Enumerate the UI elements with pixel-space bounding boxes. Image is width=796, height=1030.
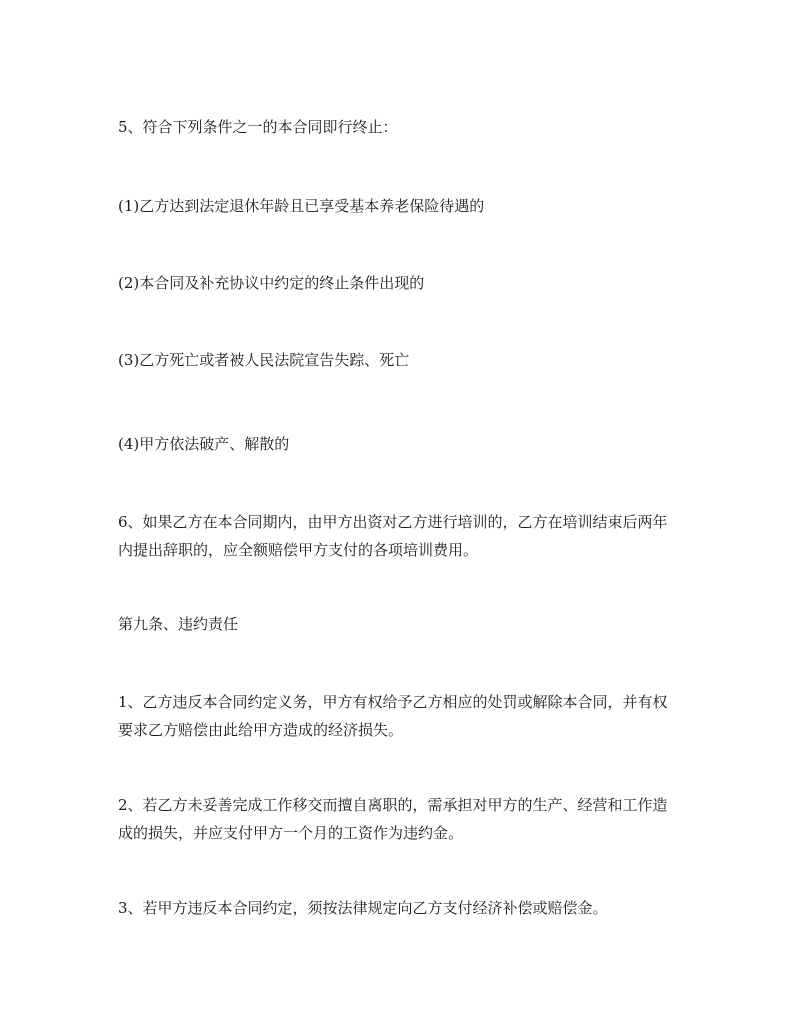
breach-clause-3: 3、若甲方违反本合同约定，须按法律规定向乙方支付经济补偿或赔偿金。 [118, 899, 608, 917]
termination-item-3: (3)乙方死亡或者被人民法院宣告失踪、死亡 [118, 351, 410, 369]
termination-item-2: (2)本合同及补充协议中约定的终止条件出现的 [118, 274, 425, 292]
article-9-heading: 第九条、违约责任 [118, 615, 239, 633]
termination-item-4: (4)甲方依法破产、解散的 [118, 435, 290, 453]
breach-clause-2: 2、若乙方未妥善完成工作移交而擅自离职的，需承担对甲方的生产、经营和工作造成的损失，并应支付甲方一个月的工资作为违约金。 [118, 796, 668, 842]
clause-6-training-costs: 6、如果乙方在本合同期内，由甲方出资对乙方进行培训的，乙方在培训结束后两年内提出辞职的，应全额赔偿甲方支付的各项培训费用。 [118, 513, 668, 559]
clause-5-termination-conditions: 5、符合下列条件之一的本合同即行终止： [118, 118, 398, 136]
termination-item-1: (1)乙方达到法定退休年龄且已享受基本养老保险待遇的 [118, 197, 485, 215]
breach-clause-1: 1、乙方违反本合同约定义务，甲方有权给予乙方相应的处罚或解除本合同，并有权要求乙方赔偿由此给甲方造成的经济损失。 [118, 693, 668, 739]
